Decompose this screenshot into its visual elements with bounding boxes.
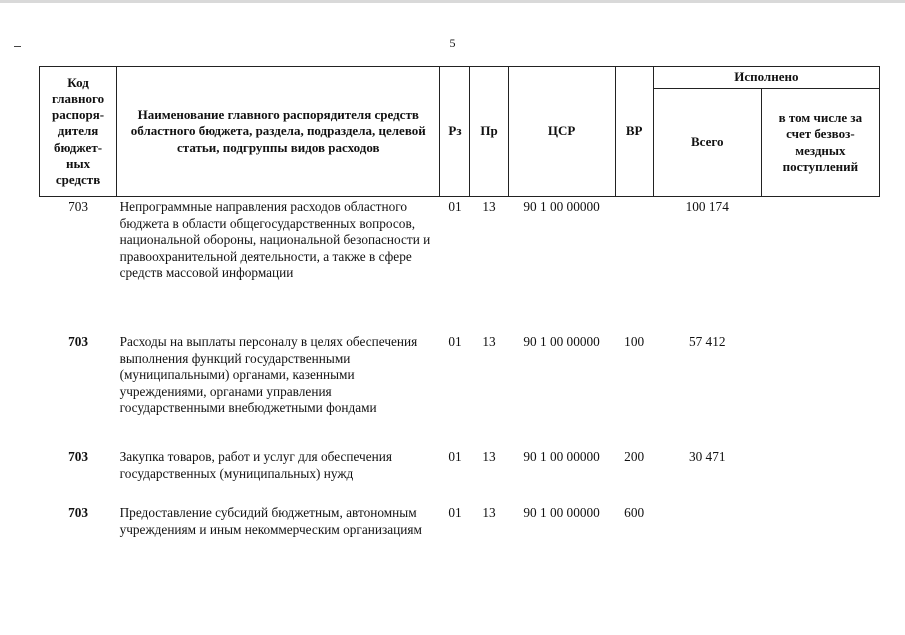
row-total bbox=[653, 505, 761, 565]
row-rz: 01 bbox=[448, 505, 462, 520]
row-code: 703 bbox=[68, 505, 89, 520]
table-row bbox=[40, 449, 880, 505]
header-vr: ВР bbox=[615, 67, 653, 197]
row-vr: 200 bbox=[624, 449, 645, 464]
table-header bbox=[40, 67, 880, 197]
header-incl: в том числе за счет безвоз-мездных поступлений bbox=[761, 89, 879, 197]
row-rz: 01 bbox=[448, 199, 462, 214]
row-csr: 90 1 00 00000 bbox=[523, 334, 600, 349]
row-csr: 90 1 00 00000 bbox=[523, 505, 600, 520]
header-code: Код главного распоря-дителя бюджет-ных средств bbox=[40, 67, 117, 197]
row-code: 703 bbox=[68, 199, 89, 214]
header-csr: ЦСР bbox=[508, 67, 615, 197]
scan-top-edge bbox=[0, 0, 905, 3]
table-row bbox=[40, 505, 880, 565]
row-pr: 13 bbox=[482, 449, 496, 464]
row-incl bbox=[761, 505, 879, 565]
row-pr: 13 bbox=[482, 199, 496, 214]
header-pr: Пр bbox=[470, 67, 508, 197]
budget-table bbox=[39, 66, 880, 565]
row-csr: 90 1 00 00000 bbox=[523, 199, 600, 214]
row-pr: 13 bbox=[482, 334, 496, 349]
header-rz: Рз bbox=[440, 67, 470, 197]
row-total: 30 471 bbox=[688, 449, 726, 464]
row-name: Расходы на выплаты персоналу в целях обеспечения выполнения функций государственными (муниципальными) органами, казенными учреждениями, органами управления государственными внебюджетными фондами bbox=[119, 334, 418, 416]
row-name: Непрограммные направления расходов областного бюджета в области общегосударственных вопросов, национальной обороны, национальной безопасности и правоохранительной деятельности, а также в сфере средств массовой информации bbox=[119, 199, 431, 281]
row-csr: 90 1 00 00000 bbox=[523, 449, 600, 464]
row-rz: 01 bbox=[448, 449, 462, 464]
row-vr bbox=[615, 197, 653, 335]
row-code: 703 bbox=[68, 334, 89, 349]
row-rz: 01 bbox=[448, 334, 462, 349]
row-name: Предоставление субсидий бюджетным, автономным учреждениям и иным некоммерческим организациям bbox=[119, 505, 422, 537]
table-row bbox=[40, 197, 880, 335]
row-incl bbox=[761, 449, 879, 505]
header-name: Наименование главного распорядителя средств областного бюджета, раздела, подраздела, целевой статьи, подгруппы видов расходов bbox=[117, 67, 440, 197]
row-incl bbox=[761, 334, 879, 449]
row-vr: 600 bbox=[624, 505, 645, 520]
row-total: 57 412 bbox=[688, 334, 726, 349]
row-pr: 13 bbox=[482, 505, 496, 520]
header-executed: Исполнено bbox=[653, 67, 879, 89]
header-total: Всего bbox=[653, 89, 761, 197]
table-row bbox=[40, 334, 880, 449]
row-vr: 100 bbox=[624, 334, 645, 349]
row-total: 100 174 bbox=[685, 199, 729, 214]
page-number: 5 bbox=[449, 36, 456, 50]
row-incl bbox=[761, 197, 879, 335]
row-name: Закупка товаров, работ и услуг для обеспечения государственных (муниципальных) нужд bbox=[119, 449, 392, 481]
row-code: 703 bbox=[68, 449, 89, 464]
